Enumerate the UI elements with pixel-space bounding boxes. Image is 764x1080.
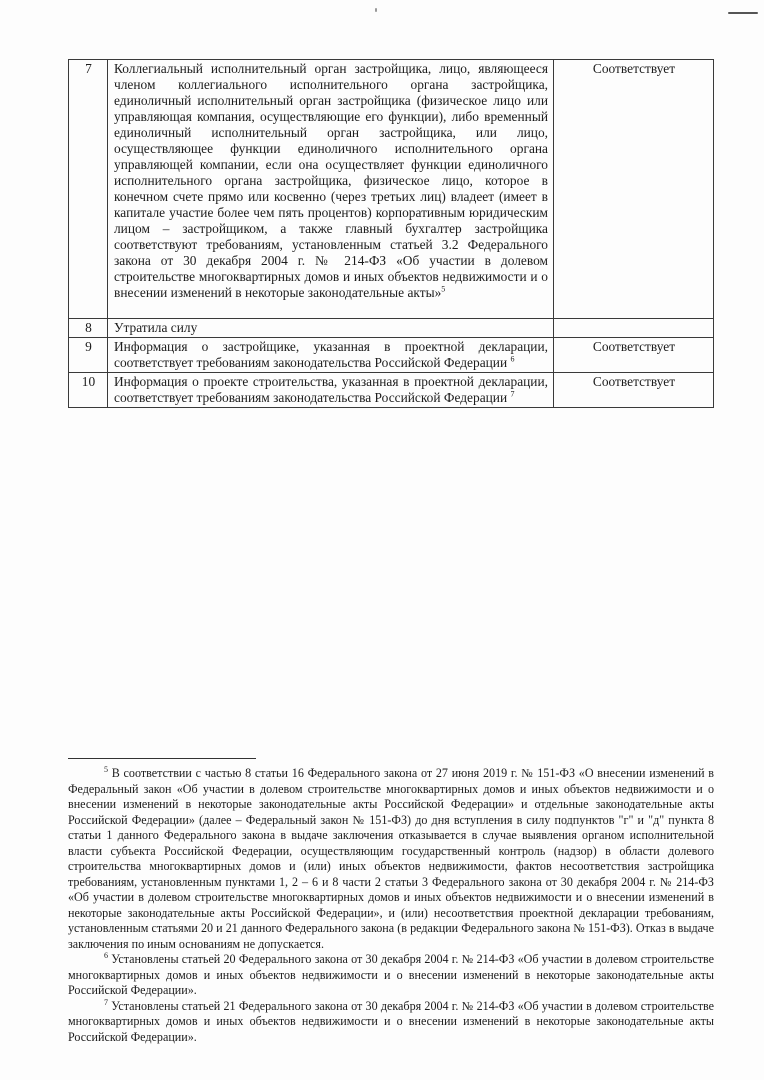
table-row [69,60,714,319]
footnote-ref: 7 [510,389,515,399]
footnote-mark: 6 [104,950,108,960]
requirement-text [108,373,554,408]
footnote-text: Установлены статьей 20 Федерального закона от 30 декабря 2004 г. № 214-ФЗ «Об участии в долевом строительстве многоквартирных домов и иных объектов недвижимости и о внесении изменений в некоторые законодательные акты Российской Федерации». [68,952,714,997]
table-row [69,338,714,373]
table-row [69,319,714,338]
footnote-7 [68,999,714,1046]
scan-mark [375,8,377,12]
row-number: 7 [69,60,108,319]
requirement-text [108,338,554,373]
requirement-text [108,60,554,319]
requirements-table [68,59,714,408]
footnote-ref: 6 [510,354,515,364]
status-cell: Соответствует [554,60,714,319]
footnotes [68,766,714,1045]
row-number: 8 [69,319,108,338]
footnote-ref: 5 [441,284,446,294]
footnote-separator [68,758,256,759]
table-row [69,373,714,408]
scan-mark [728,12,758,14]
footnote-mark: 7 [104,997,108,1007]
footnote-text: Установлены статьей 21 Федерального закона от 30 декабря 2004 г. № 214-ФЗ «Об участии в долевом строительстве многоквартирных домов и иных объектов недвижимости и о внесении изменений в некоторые законодательные акты Российской Федерации». [68,998,714,1044]
footnote-5 [68,766,714,952]
footnote-text: В соответствии с частью 8 статьи 16 Федерального закона от 27 июня 2019 г. № 151-ФЗ «О внесении изменений в Федеральный закон «Об участии в долевом строительстве многоквартирных домов и иных объектов недвижимости и о внесении изменений в некоторые законодательные акты Российской Федерации» и отдельные законодательные акты Российской Федерации» (далее – Федеральный закон № 151-ФЗ) до дня вступления в силу подпунктов "г" и "д" пункта 8 статьи 1 данного Федерального закона в выдаче заключения отказывается в случае выявления органом исполнительной власти субъекта Российской Федерации, осуществляющим государственный контроль (надзор) в области долевого строительства многоквартирных домов и (или) иных объектов недвижимости, фактов несоответствия застройщика требованиям, установленным пунктами 1, 2 – 6 и 8 части 2 статьи 3 Федерального закона от 30 декабря 2004 г. № 214-ФЗ «Об участии в долевом строительстве многоквартирных домов и иных объектов недвижимости и о внесении изменений в некоторые законодательные акты Российской Федерации», и (или) несоответствия проектной декларации требованиям, установленным статьями 20 и 21 данного Федерального закона (в редакции Федерального закона № 151-ФЗ). Отказ в выдаче заключения по иным основаниям не допускается. [68,766,714,951]
status-cell: Соответствует [554,373,714,408]
requirement-text-body: Информация о застройщике, указанная в проектной декларации, соответствует требованиям законодательства Российской Федерации [114,339,548,370]
row-number: 9 [69,338,108,373]
requirement-text: Утратила силу [108,319,554,338]
footnote-6 [68,952,714,999]
footnote-mark: 5 [104,764,108,774]
status-cell: Соответствует [554,338,714,373]
requirement-text-body: Коллегиальный исполнительный орган застройщика, лицо, являющееся членом коллегиального исполнительного органа застройщика, единоличный исполнительный орган застройщика (физическое лицо или управляющая компания, осуществляющие его функции), либо временный единоличный исполнительный орган застройщика, или лицо, осуществляющее функции единоличного исполнительного органа управляющей компании, если она осуществляет функции единоличного исполнительного органа застройщика, физическое лицо, которое в конечном счете прямо или косвенно (через третьих лиц) владеет (имеет в капитале участие более чем пять процентов) корпоративным юридическим лицом – застройщиком, а также главный бухгалтер застройщика соответствуют требованиям, установленным статьей 3.2 Федерального закона от 30 декабря 2004 г. № 214-ФЗ «Об участии в долевом строительстве многоквартирных домов и иных объектов недвижимости и о внесении изменений в некоторые законодательные акты» [114,61,548,300]
status-cell [554,319,714,338]
row-number: 10 [69,373,108,408]
requirement-text-body: Информация о проекте строительства, указанная в проектной декларации, соответствует требованиям законодательства Российской Федерации [114,374,548,405]
